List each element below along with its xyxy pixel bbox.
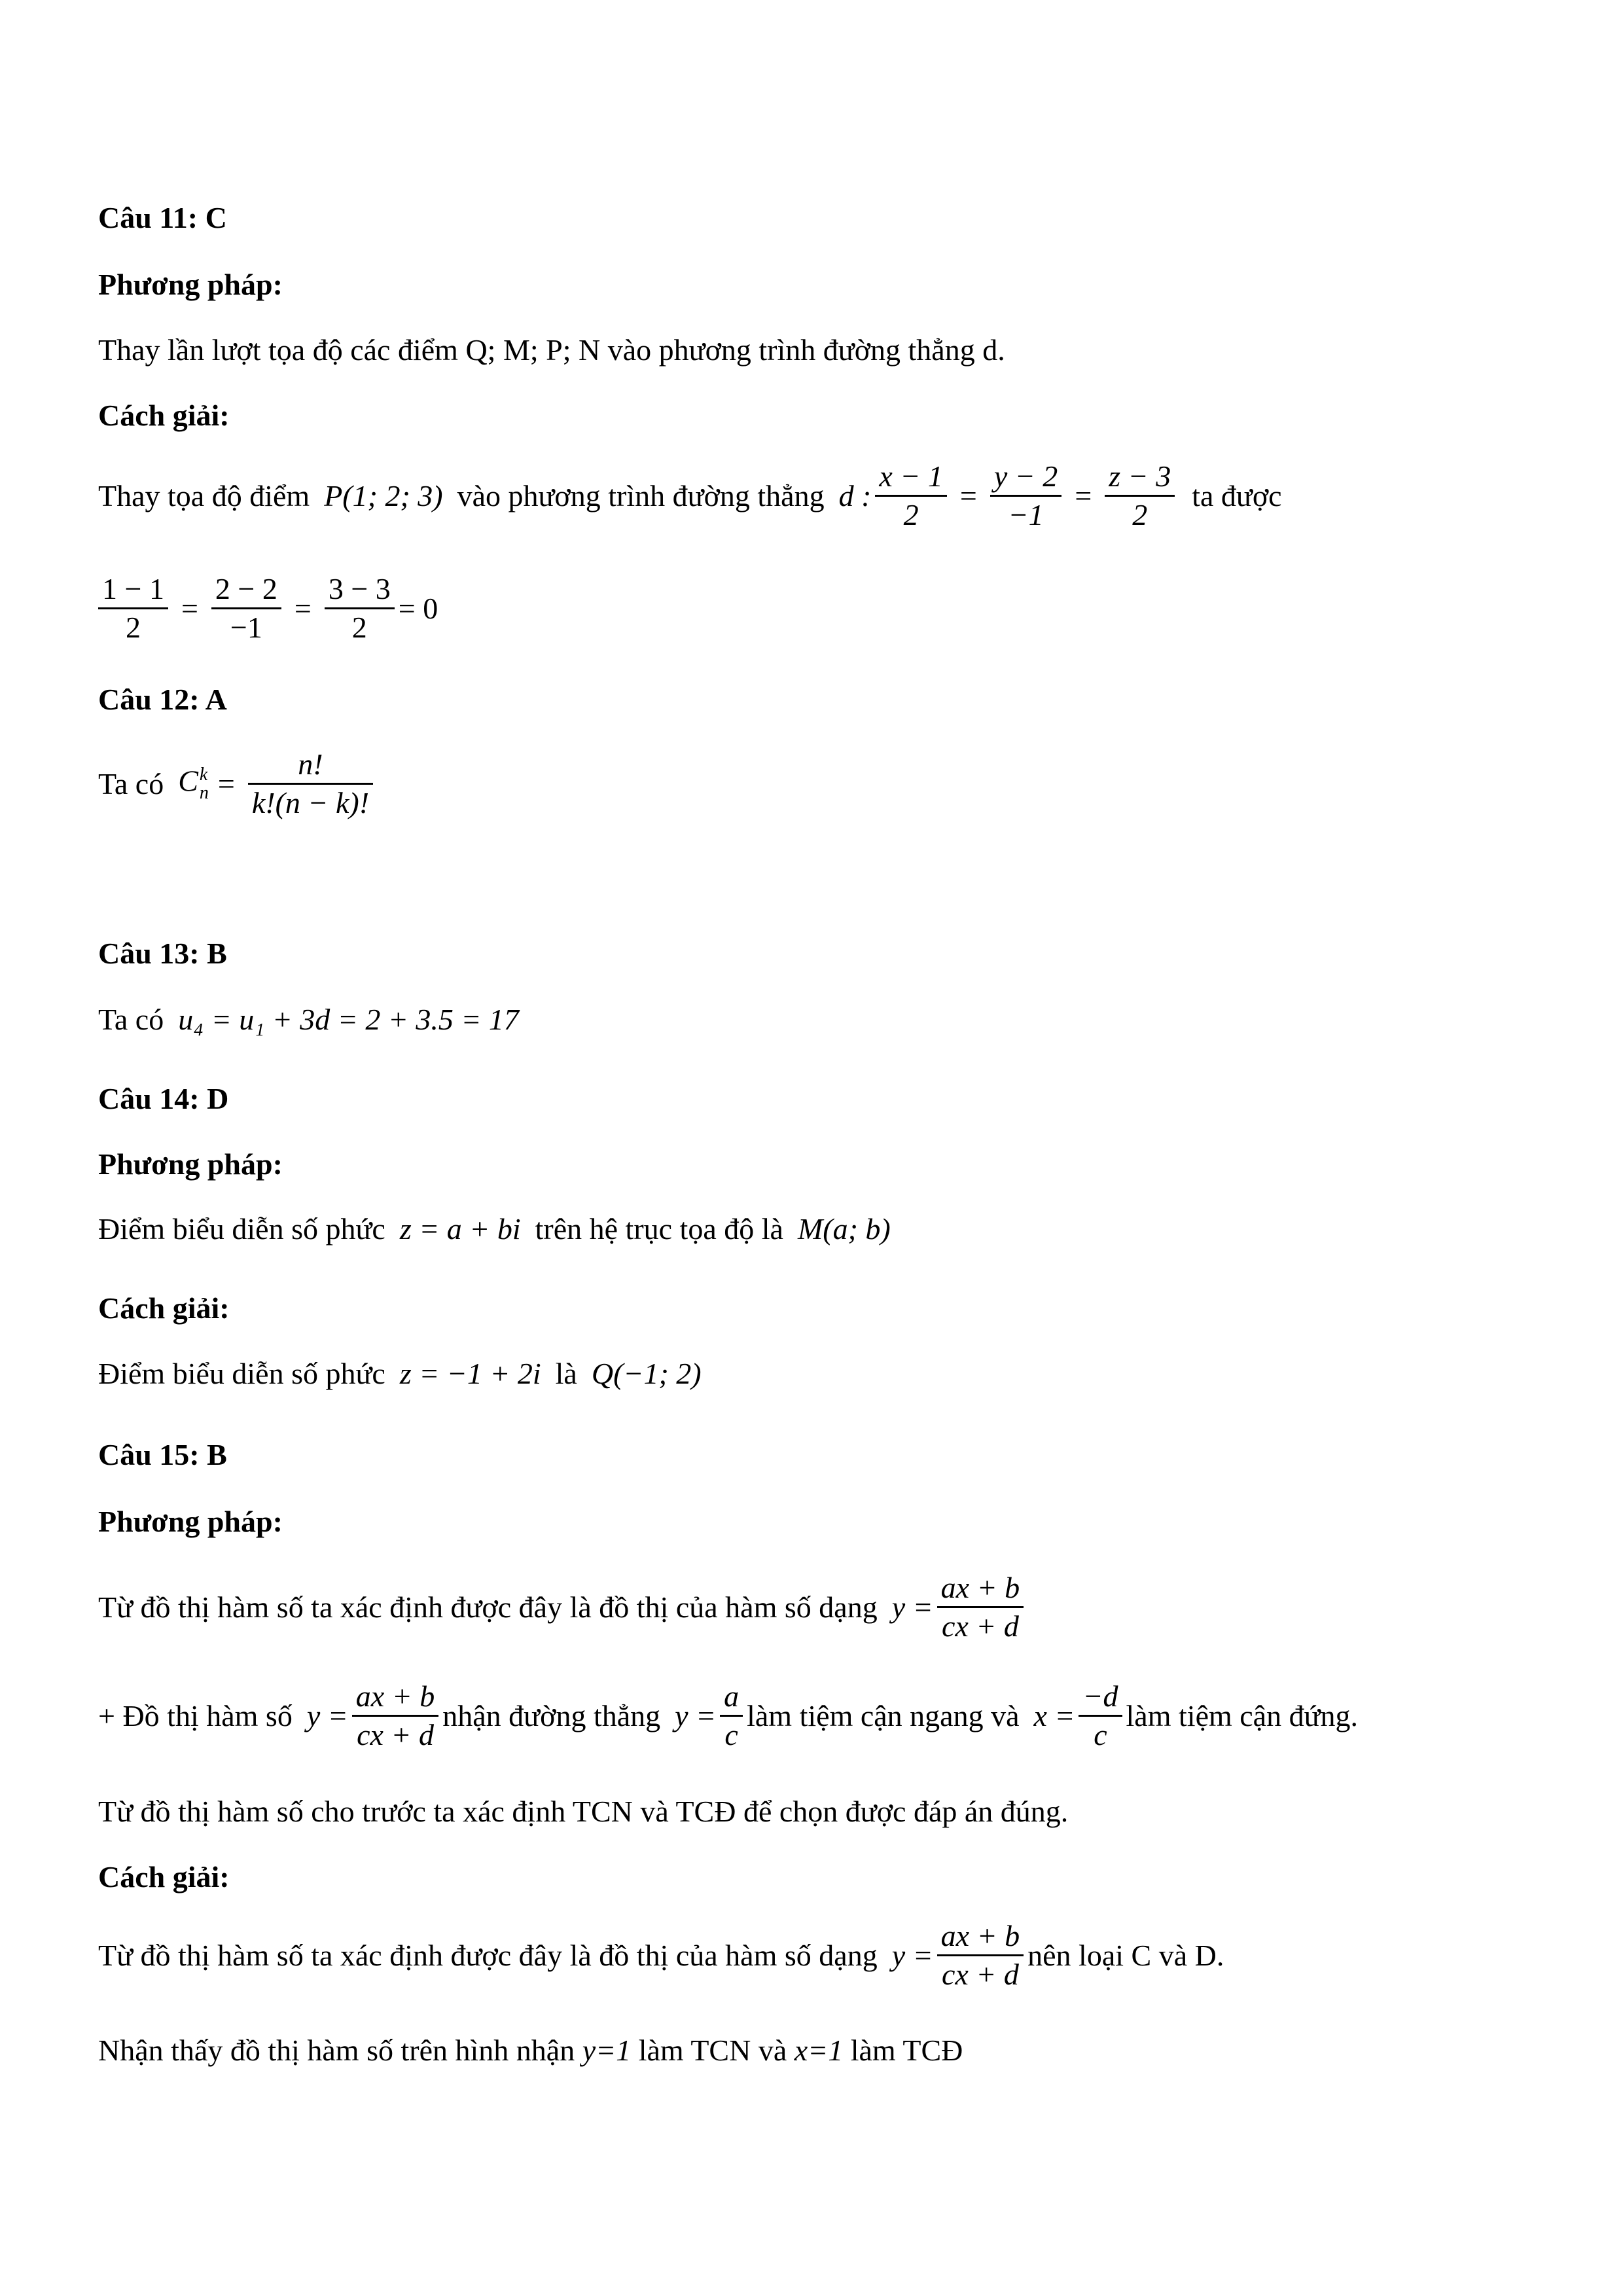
q15-solution-label: Cách giải: bbox=[98, 1860, 230, 1893]
q15-asym-h: $\frac{a}{c}$ bbox=[720, 1678, 743, 1753]
q11-solution-label: Cách giải: bbox=[98, 399, 230, 432]
q13-pre: Ta có bbox=[98, 1003, 164, 1036]
q15-m2-y-eq-2: y = bbox=[675, 1698, 717, 1732]
q15-title: Câu 15: B bbox=[98, 1438, 227, 1471]
q12-formula-line: Ta có C k n = $\frac{n!}{k!(n - k)!}$ bbox=[98, 746, 377, 821]
q15-m1-pre: Từ đồ thị hàm số ta xác định được đây là đồ thị của hàm số dạng bbox=[98, 1590, 878, 1624]
q15-s1-frac: $\frac{ax + b}{cx + d}$ bbox=[937, 1918, 1024, 1993]
q15-method-line-3: Từ đồ thị hàm số cho trước ta xác định TCN và TCĐ để chọn được đáp án đúng. bbox=[98, 1795, 1069, 1828]
q15-s2-y: y=1 bbox=[582, 2034, 632, 2067]
q15-m2-pre: + Đồ thị hàm số bbox=[98, 1698, 293, 1732]
q11-title: Câu 11: C bbox=[98, 201, 227, 234]
q14-m-pre: Điểm biểu diễn số phức bbox=[98, 1212, 385, 1246]
q15-s1-y-eq: y = bbox=[891, 1938, 933, 1972]
q15-s2-b: làm TCN và bbox=[638, 2034, 787, 2067]
q14-solution-line bbox=[98, 1359, 702, 1389]
q11-sol-mid: vào phương trình đường thẳng bbox=[457, 478, 825, 512]
q15-method-line-1 bbox=[98, 1570, 1027, 1645]
q14-method-label: Phương pháp: bbox=[98, 1147, 283, 1181]
q15-m1-frac: $\frac{ax + b}{cx + d}$ bbox=[937, 1570, 1024, 1645]
q11-method-label: Phương pháp: bbox=[98, 268, 283, 301]
q15-m2-mid1: nhận đường thẳng bbox=[442, 1698, 661, 1732]
q15-s1-pre: Từ đồ thị hàm số ta xác định được đây là đồ thị của hàm số dạng bbox=[98, 1938, 878, 1972]
q11-check-frac-2: $\frac{2 - 2}{-1}$ bbox=[211, 571, 281, 646]
q14-solution-label: Cách giải: bbox=[98, 1291, 230, 1325]
q15-s2-x: x=1 bbox=[794, 2034, 844, 2067]
q11-check-frac-3: $\frac{3 - 3}{2}$ bbox=[325, 571, 395, 646]
q11-check-line: $\frac{1 - 1}{2}$ = $\frac{2 - 2}{-1}$ = $\frac{3 - 3}{2}$ = 0 bbox=[98, 571, 438, 646]
q11-method-text: Thay lần lượt tọa độ các điểm Q; M; P; N vào phương trình đường thẳng d. bbox=[98, 333, 1005, 367]
q15-solution-line-2 bbox=[98, 2036, 963, 2066]
q13-formula-line bbox=[98, 1005, 519, 1035]
q14-s-mid: là bbox=[555, 1357, 577, 1390]
q11-frac-x: $\frac{x - 1}{2}$ bbox=[875, 458, 946, 533]
q11-frac-y: $\frac{y - 2}{-1}$ bbox=[990, 458, 1061, 533]
q11-check-frac-1: $\frac{1 - 1}{2}$ bbox=[98, 571, 168, 646]
q15-solution-line-1 bbox=[98, 1918, 1224, 1993]
q12-combination: C k n bbox=[178, 764, 209, 803]
q11-solution-line: Thay tọa độ điểm P(1; 2; 3) vào phương trình đường thẳng d : $\frac{x - 1}{2}$ = $\frac{y - 2}{-1}$ = $\frac{z - 3}{2}$ ta được bbox=[98, 458, 1282, 533]
q15-m2-y-eq: y = bbox=[306, 1698, 348, 1732]
q11-frac-z: $\frac{z - 3}{2}$ bbox=[1105, 458, 1175, 533]
q11-point: P(1; 2; 3) bbox=[324, 478, 443, 512]
q12-frac: $\frac{n!}{k!(n - k)!}$ bbox=[248, 746, 373, 821]
q14-title: Câu 14: D bbox=[98, 1082, 229, 1115]
q15-s2-a: Nhận thấy đồ thị hàm số trên hình nhận bbox=[98, 2034, 575, 2067]
q15-s1-post: nên loại C và D. bbox=[1027, 1938, 1224, 1972]
q15-y-eq: y = bbox=[891, 1590, 933, 1624]
q14-s-point: Q(−1; 2) bbox=[591, 1357, 702, 1390]
q13-title: Câu 13: B bbox=[98, 937, 227, 970]
q15-m2-post: làm tiệm cận đứng. bbox=[1126, 1698, 1359, 1732]
q14-method-line bbox=[98, 1214, 891, 1244]
q12-pre: Ta có bbox=[98, 766, 164, 800]
q15-m2-frac: $\frac{ax + b}{cx + d}$ bbox=[352, 1678, 438, 1753]
q14-s-z: z = −1 + 2i bbox=[399, 1357, 541, 1390]
q14-m-point: M(a; b) bbox=[797, 1212, 891, 1246]
q12-title: Câu 12: A bbox=[98, 683, 227, 716]
q11-sol-pre: Thay tọa độ điểm bbox=[98, 478, 310, 512]
q15-m2-mid2: làm tiệm cận ngang và bbox=[747, 1698, 1020, 1732]
q15-x-eq: x = bbox=[1033, 1698, 1075, 1732]
q14-m-z: z = a + bi bbox=[399, 1212, 521, 1246]
q11-check-result: = 0 bbox=[398, 591, 438, 625]
q11-sol-post: ta được bbox=[1192, 478, 1282, 512]
q14-s-pre: Điểm biểu diễn số phức bbox=[98, 1357, 385, 1390]
q13-formula: u₄ = u₁ + 3d = 2 + 3.5 = 17 bbox=[178, 1003, 519, 1036]
q15-method-label: Phương pháp: bbox=[98, 1505, 283, 1538]
q11-line-name: d : bbox=[838, 478, 872, 512]
q14-m-mid: trên hệ trục tọa độ là bbox=[535, 1212, 783, 1246]
q15-asym-v: $\frac{-d}{c}$ bbox=[1079, 1678, 1122, 1753]
q15-method-line-2 bbox=[98, 1678, 1358, 1753]
q15-s2-c: làm TCĐ bbox=[850, 2034, 963, 2067]
